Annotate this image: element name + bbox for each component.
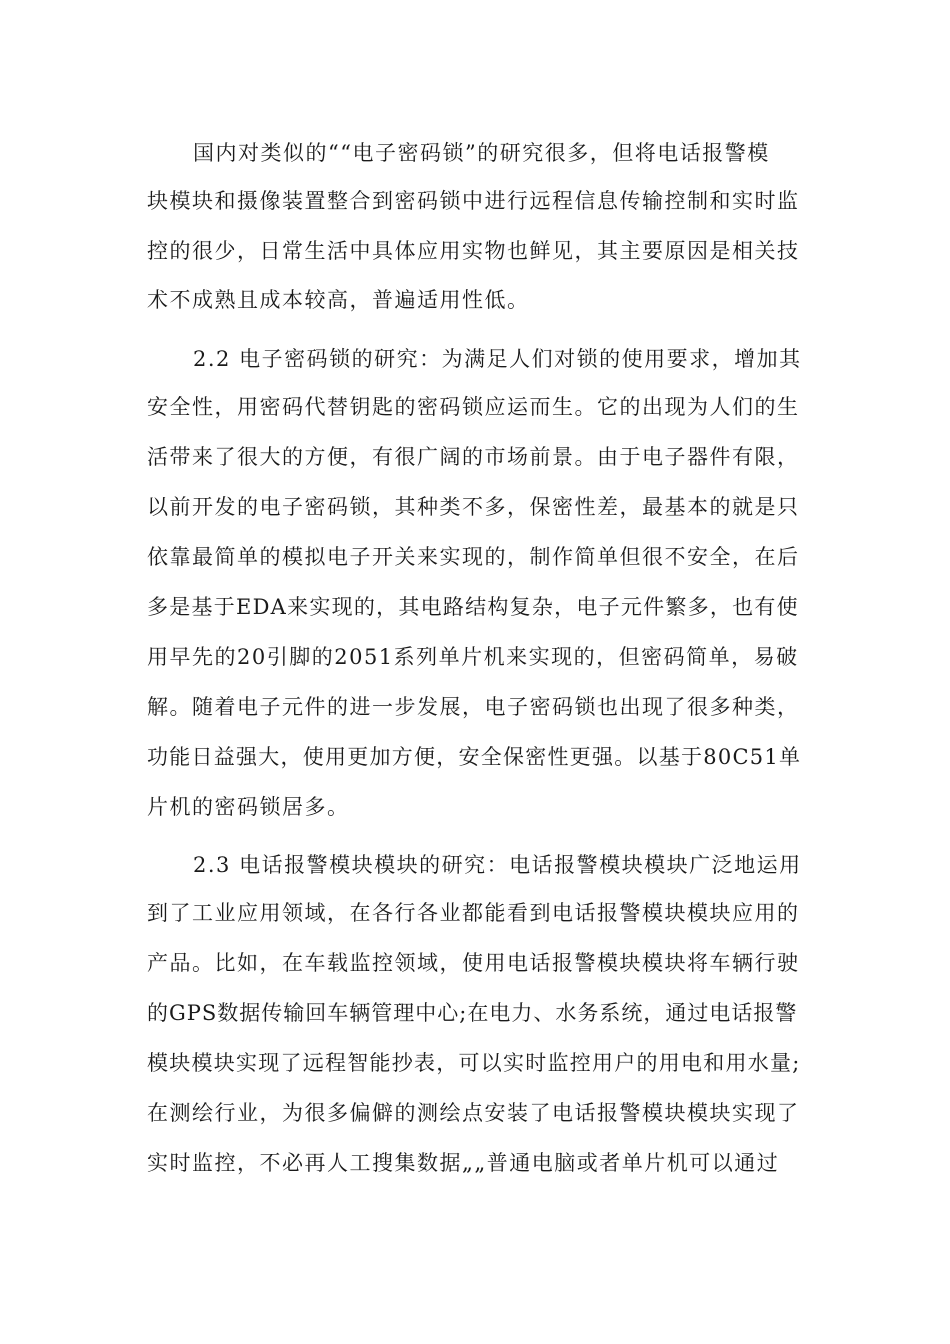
paragraph-1-line-2: 块模块和摄像装置整合到密码锁中进行远程信息传输控制和实时监	[147, 189, 800, 213]
paragraph-2-line-9: 功能日益强大，使用更加方便，安全保密性更强。以基于80C51单	[147, 745, 802, 769]
paragraph-2-line-10: 片机的密码锁居多。	[147, 795, 350, 819]
paragraph-2-line-6: 多是基于EDA来实现的，其电路结构复杂，电子元件繁多，也有使	[147, 595, 799, 619]
paragraph-3-line-6: 在测绘行业，为很多偏僻的测绘点安装了电话报警模块模块实现了	[147, 1101, 800, 1125]
paragraph-1-line-3: 控的很少，日常生活中具体应用实物也鲜见，其主要原因是相关技	[147, 239, 800, 263]
paragraph-2-line-8: 解。随着电子元件的进一步发展，电子密码锁也出现了很多种类，	[147, 695, 800, 719]
paragraph-1-line-4: 术不成熟且成本较高，普遍适用性低。	[147, 288, 530, 312]
paragraph-3-line-5: 模块模块实现了远程智能抄表，可以实时监控用户的用电和用水量;	[147, 1051, 801, 1075]
paragraph-2-line-3: 活带来了很大的方便，有很广阔的市场前景。由于电子器件有限，	[147, 445, 800, 469]
paragraph-1-line-1: 国内对类似的““电子密码锁”的研究很多，但将电话报警模	[193, 141, 770, 165]
paragraph-3-line-1: 2.3 电话报警模块模块的研究：电话报警模块模块广泛地运用	[193, 853, 802, 877]
paragraph-2-line-5: 依靠最简单的模拟电子开关来实现的，制作简单但很不安全，在后	[147, 545, 800, 569]
paragraph-2-line-4: 以前开发的电子密码锁，其种类不多，保密性差，最基本的就是只	[147, 495, 800, 519]
paragraph-3-line-4: 的GPS数据传输回车辆管理中心;在电力、水务系统，通过电话报警	[147, 1001, 798, 1025]
paragraph-3-line-2: 到了工业应用领域，在各行各业都能看到电话报警模块模块应用的	[147, 901, 800, 925]
paragraph-2-line-1: 2.2 电子密码锁的研究：为满足人们对锁的使用要求，增加其	[193, 347, 802, 371]
paragraph-3-line-3: 产品。比如，在车载监控领域，使用电话报警模块模块将车辆行驶	[147, 951, 800, 975]
paragraph-3-line-7: 实时监控，不必再人工搜集数据„„普通电脑或者单片机可以通过	[147, 1151, 780, 1175]
paragraph-2-line-2: 安全性，用密码代替钥匙的密码锁应运而生。它的出现为人们的生	[147, 395, 800, 419]
paragraph-2-line-7: 用早先的20引脚的2051系列单片机来实现的，但密码简单，易破	[147, 645, 799, 669]
